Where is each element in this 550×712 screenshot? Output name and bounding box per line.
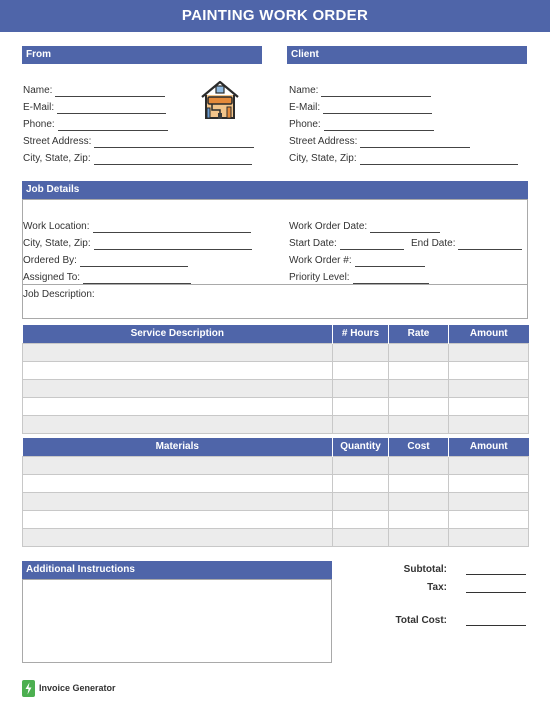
client-email-field[interactable] bbox=[289, 101, 432, 114]
priority-level-line[interactable] bbox=[353, 274, 429, 284]
materials-header-row bbox=[23, 438, 529, 456]
table-row bbox=[23, 343, 529, 361]
subtotal-label: Subtotal: bbox=[403, 564, 447, 575]
tax-line[interactable] bbox=[466, 592, 526, 593]
materials-amount-header: Amount bbox=[449, 438, 529, 456]
ordered-by-line[interactable] bbox=[80, 257, 188, 267]
from-name-line[interactable] bbox=[55, 87, 165, 97]
table-cell[interactable] bbox=[449, 415, 529, 433]
assigned-to-label: Assigned To: bbox=[23, 272, 81, 283]
from-city-line[interactable] bbox=[94, 155, 252, 165]
client-street-line[interactable] bbox=[360, 138, 470, 148]
work-location-line[interactable] bbox=[93, 223, 251, 233]
client-name-line[interactable] bbox=[321, 87, 431, 97]
client-email-line[interactable] bbox=[323, 104, 432, 114]
end-date-field[interactable] bbox=[411, 237, 522, 250]
client-phone-field[interactable] bbox=[289, 118, 434, 131]
table-cell[interactable] bbox=[333, 456, 389, 474]
table-cell[interactable] bbox=[389, 474, 449, 492]
table-cell[interactable] bbox=[449, 361, 529, 379]
end-date-label: End Date: bbox=[411, 238, 456, 249]
table-cell[interactable] bbox=[389, 492, 449, 510]
from-header: From bbox=[22, 46, 262, 64]
client-street-label: Street Address: bbox=[289, 136, 358, 147]
tax-label: Tax: bbox=[427, 582, 447, 593]
from-name-label: Name: bbox=[23, 85, 53, 96]
end-date-line[interactable] bbox=[458, 240, 522, 250]
table-cell[interactable] bbox=[23, 343, 333, 361]
table-cell[interactable] bbox=[389, 379, 449, 397]
additional-instructions-box[interactable] bbox=[22, 579, 332, 663]
table-cell[interactable] bbox=[23, 510, 333, 528]
table-cell[interactable] bbox=[23, 456, 333, 474]
document-title: PAINTING WORK ORDER bbox=[0, 0, 550, 32]
priority-level-field[interactable] bbox=[289, 271, 429, 284]
client-header: Client bbox=[287, 46, 527, 64]
client-name-field[interactable] bbox=[289, 84, 431, 97]
table-cell[interactable] bbox=[389, 361, 449, 379]
table-cell[interactable] bbox=[449, 510, 529, 528]
assigned-to-field[interactable] bbox=[23, 271, 191, 284]
table-row bbox=[23, 397, 529, 415]
table-cell[interactable] bbox=[23, 361, 333, 379]
from-name-field[interactable] bbox=[23, 84, 165, 97]
table-cell[interactable] bbox=[23, 397, 333, 415]
work-order-date-line[interactable] bbox=[370, 223, 440, 233]
assigned-to-line[interactable] bbox=[83, 274, 191, 284]
subtotal-line[interactable] bbox=[466, 574, 526, 575]
materials-table bbox=[22, 438, 529, 547]
job-description-label: Job Description: bbox=[23, 289, 95, 300]
table-cell[interactable] bbox=[389, 510, 449, 528]
from-phone-line[interactable] bbox=[58, 121, 168, 131]
from-street-line[interactable] bbox=[94, 138, 254, 148]
table-cell[interactable] bbox=[389, 397, 449, 415]
start-date-field[interactable] bbox=[289, 237, 404, 250]
client-phone-label: Phone: bbox=[289, 119, 321, 130]
total-cost-line[interactable] bbox=[466, 625, 526, 626]
from-street-label: Street Address: bbox=[23, 136, 92, 147]
table-cell[interactable] bbox=[333, 397, 389, 415]
table-row bbox=[23, 415, 529, 433]
from-email-line[interactable] bbox=[57, 104, 166, 114]
service-description-header: Service Description bbox=[23, 325, 333, 343]
client-city-field[interactable] bbox=[289, 152, 518, 165]
cost-header: Cost bbox=[389, 438, 449, 456]
client-phone-line[interactable] bbox=[324, 121, 434, 131]
table-row bbox=[23, 528, 529, 546]
rate-header: Rate bbox=[389, 325, 449, 343]
client-city-label: City, State, Zip: bbox=[289, 153, 357, 164]
table-row bbox=[23, 379, 529, 397]
start-date-line[interactable] bbox=[340, 240, 404, 250]
table-cell[interactable] bbox=[389, 456, 449, 474]
table-cell[interactable] bbox=[333, 379, 389, 397]
from-city-field[interactable] bbox=[23, 152, 252, 165]
amount-header: Amount bbox=[449, 325, 529, 343]
client-name-label: Name: bbox=[289, 85, 319, 96]
table-cell[interactable] bbox=[333, 415, 389, 433]
job-description-input[interactable] bbox=[23, 302, 527, 318]
from-city-label: City, State, Zip: bbox=[23, 153, 91, 164]
table-cell[interactable] bbox=[449, 492, 529, 510]
work-order-number-label: Work Order #: bbox=[289, 255, 352, 266]
additional-instructions-header: Additional Instructions bbox=[22, 561, 332, 579]
client-email-label: E-Mail: bbox=[289, 102, 321, 113]
table-cell[interactable] bbox=[333, 510, 389, 528]
lightning-leaf-icon bbox=[22, 680, 35, 697]
table-row bbox=[23, 474, 529, 492]
ordered-by-field[interactable] bbox=[23, 254, 188, 267]
services-table bbox=[22, 325, 529, 434]
table-row bbox=[23, 361, 529, 379]
start-date-label: Start Date: bbox=[289, 238, 337, 249]
hours-header: # Hours bbox=[333, 325, 389, 343]
work-order-number-line[interactable] bbox=[355, 257, 425, 267]
job-city-field[interactable] bbox=[23, 237, 252, 250]
client-city-line[interactable] bbox=[360, 155, 518, 165]
work-order-date-field[interactable] bbox=[289, 220, 440, 233]
work-location-label: Work Location: bbox=[23, 221, 90, 232]
job-city-line[interactable] bbox=[94, 240, 252, 250]
table-cell[interactable] bbox=[23, 415, 333, 433]
from-email-field[interactable] bbox=[23, 101, 166, 114]
table-row bbox=[23, 492, 529, 510]
table-cell[interactable] bbox=[449, 474, 529, 492]
invoice-generator-logo bbox=[22, 679, 116, 697]
services-header-row bbox=[23, 325, 529, 343]
table-cell[interactable] bbox=[389, 343, 449, 361]
table-cell[interactable] bbox=[449, 379, 529, 397]
job-city-label: City, State, Zip: bbox=[23, 238, 91, 249]
table-cell[interactable] bbox=[23, 474, 333, 492]
job-divider bbox=[22, 284, 528, 285]
table-cell[interactable] bbox=[333, 361, 389, 379]
table-cell[interactable] bbox=[449, 528, 529, 546]
table-cell[interactable] bbox=[23, 379, 333, 397]
client-street-field[interactable] bbox=[289, 135, 470, 148]
from-phone-label: Phone: bbox=[23, 119, 55, 130]
table-cell[interactable] bbox=[449, 343, 529, 361]
table-cell[interactable] bbox=[333, 492, 389, 510]
table-cell[interactable] bbox=[23, 492, 333, 510]
from-phone-field[interactable] bbox=[23, 118, 168, 131]
table-cell[interactable] bbox=[389, 415, 449, 433]
table-cell[interactable] bbox=[23, 528, 333, 546]
work-location-field[interactable] bbox=[23, 220, 251, 233]
quantity-header: Quantity bbox=[333, 438, 389, 456]
logo-text: Invoice Generator bbox=[39, 683, 116, 693]
work-order-number-field[interactable] bbox=[289, 254, 425, 267]
total-cost-label: Total Cost: bbox=[395, 615, 447, 626]
table-row bbox=[23, 456, 529, 474]
table-cell[interactable] bbox=[389, 528, 449, 546]
work-order-date-label: Work Order Date: bbox=[289, 221, 368, 232]
materials-header: Materials bbox=[23, 438, 333, 456]
from-street-field[interactable] bbox=[23, 135, 254, 148]
table-cell[interactable] bbox=[333, 474, 389, 492]
priority-level-label: Priority Level: bbox=[289, 272, 350, 283]
table-cell[interactable] bbox=[449, 456, 529, 474]
ordered-by-label: Ordered By: bbox=[23, 255, 77, 266]
table-row bbox=[23, 510, 529, 528]
table-cell[interactable] bbox=[449, 397, 529, 415]
table-cell[interactable] bbox=[333, 343, 389, 361]
house-paint-roller-icon bbox=[198, 77, 242, 121]
from-email-label: E-Mail: bbox=[23, 102, 55, 113]
table-cell[interactable] bbox=[333, 528, 389, 546]
job-details-header: Job Details bbox=[22, 181, 528, 199]
